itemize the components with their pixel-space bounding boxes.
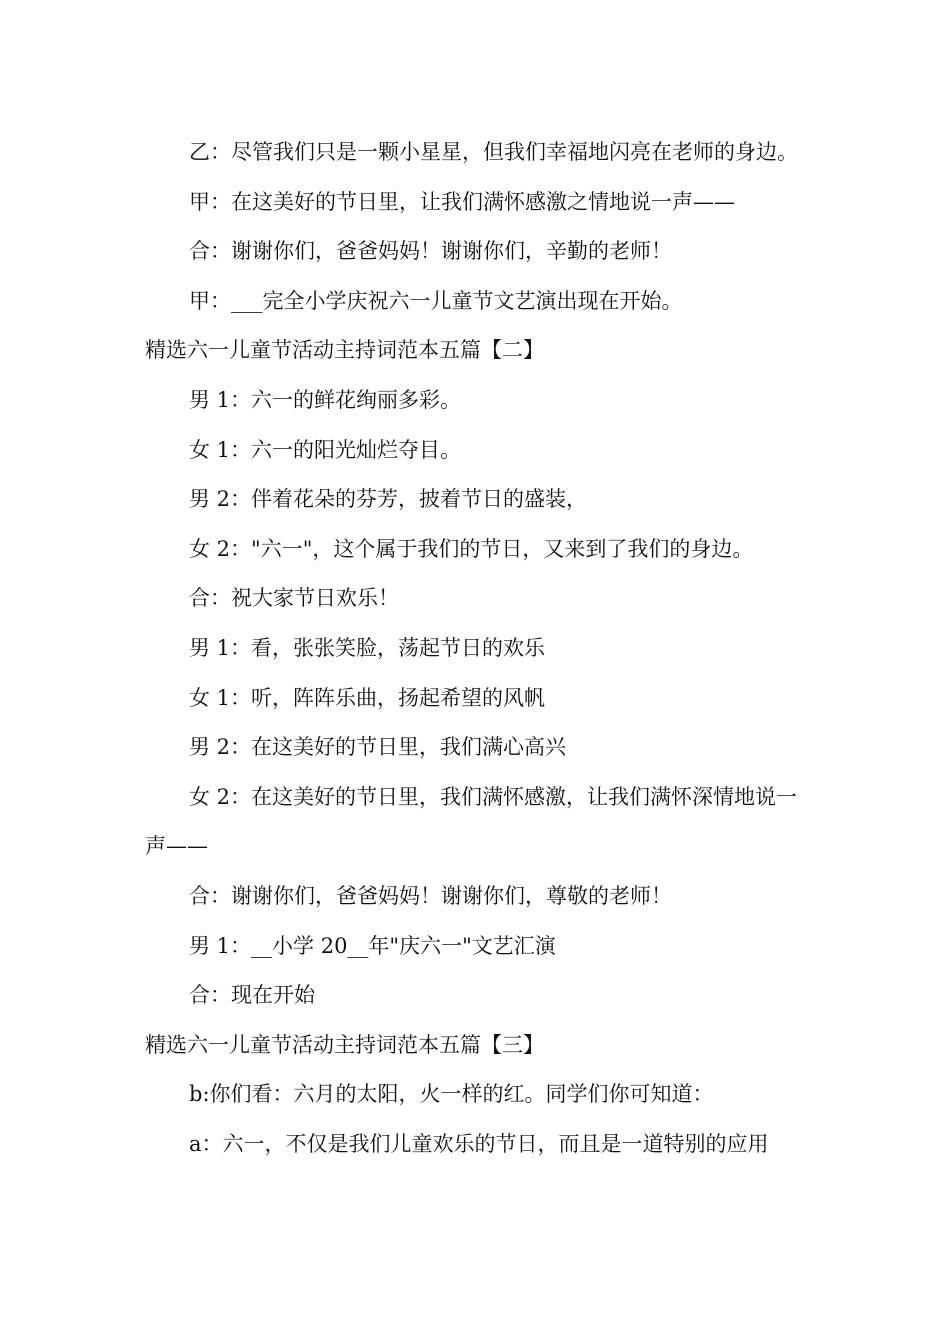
dialogue-line: 男 2：在这美好的节日里，我们满心高兴	[189, 735, 567, 760]
document-body	[145, 128, 810, 1169]
dialogue-line: a：六一，不仅是我们儿童欢乐的节日，而且是一道特别的应用	[189, 1131, 769, 1156]
dialogue-line: 男 1：__小学 20__年"庆六一"文艺汇演	[189, 933, 556, 958]
dialogue-line: 女 2："六一"，这个属于我们的节日，又来到了我们的身边。	[189, 536, 754, 561]
dialogue-line: 乙：尽管我们只是一颗小星星，但我们幸福地闪亮在老师的身边。	[189, 140, 798, 164]
section-heading: 精选六一儿童节活动主持词范本五篇【三】	[145, 1032, 544, 1057]
dialogue-line: 合：谢谢你们，爸爸妈妈！谢谢你们，辛勤的老师！	[189, 239, 672, 264]
dialogue-line: 男 1：六一的鲜花绚丽多彩。	[189, 387, 462, 412]
dialogue-line: 女 1：听，阵阵乐曲，扬起希望的风帆	[189, 685, 546, 710]
dialogue-line: 合：谢谢你们，爸爸妈妈！谢谢你们，尊敬的老师！	[189, 883, 672, 908]
dialogue-line: 甲：在这美好的节日里，让我们满怀感激之情地说一声——	[189, 189, 735, 214]
dialogue-line: 甲：___完全小学庆祝六一儿童节文艺演出现在开始。	[189, 288, 683, 313]
dialogue-line: 男 1：看，张张笑脸，荡起节日的欢乐	[189, 635, 546, 660]
dialogue-line: b:你们看：六月的太阳，火一样的红。同学们你可知道：	[189, 1082, 714, 1107]
dialogue-line: 男 2：伴着花朵的芬芳，披着节日的盛装，	[189, 487, 588, 512]
dialogue-line: 女 1：六一的阳光灿烂夺目。	[189, 437, 462, 462]
dialogue-line: 合：祝大家节日欢乐！	[189, 586, 399, 611]
dialogue-line: 合：现在开始	[189, 983, 315, 1008]
dialogue-line: 女 2：在这美好的节日里，我们满怀感激，让我们满怀深情地说一声——	[145, 784, 798, 859]
section-heading: 精选六一儿童节活动主持词范本五篇【二】	[145, 338, 544, 363]
